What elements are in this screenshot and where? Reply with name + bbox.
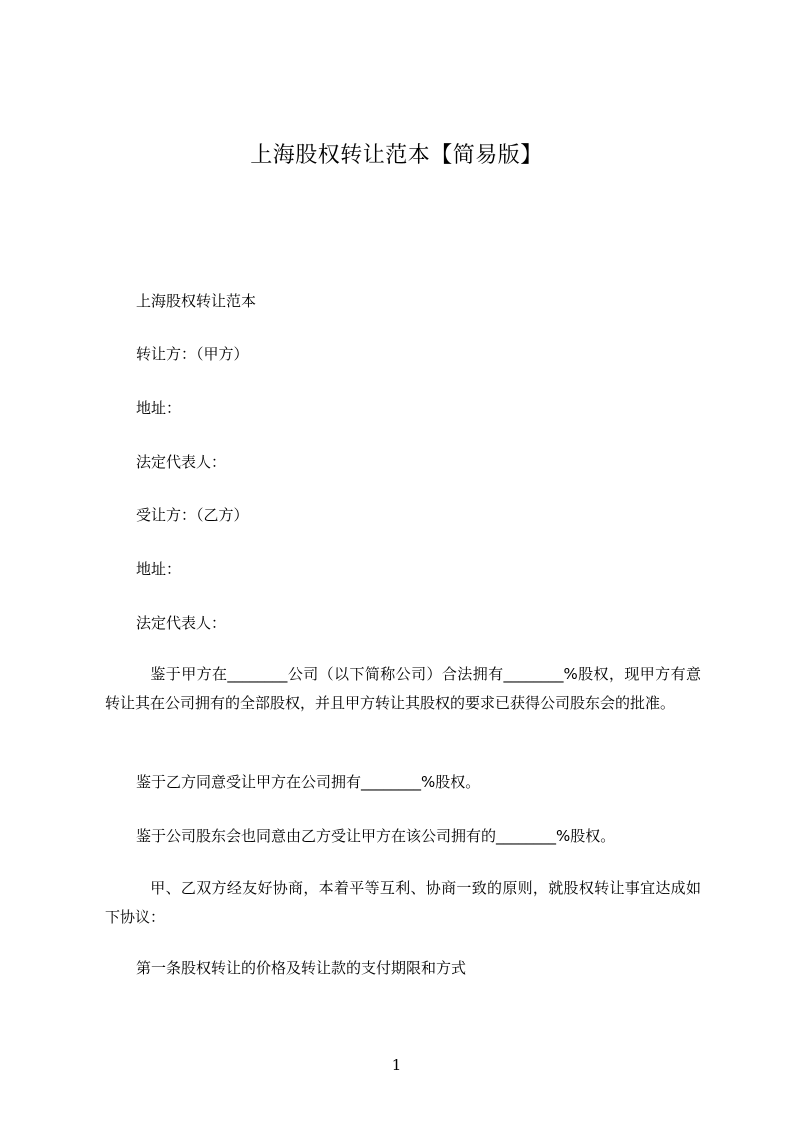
transferee-representative-label: 法定代表人： (136, 614, 227, 632)
recital-paragraph-2: 鉴于乙方同意受让甲方在公司拥有________%股权。 (136, 773, 481, 791)
transferee-label: 受让方：（乙方） (136, 506, 249, 524)
transferor-label: 转让方：（甲方） (136, 345, 249, 363)
document-subtitle: 上海股权转让范本 (136, 292, 257, 310)
document-title: 上海股权转让范本【简易版】 (250, 143, 543, 168)
recital-paragraph-1: 鉴于甲方在________公司（以下简称公司）合法拥有________%股权，现甲方有意转让其在公司拥有的全部股权，并且甲方转让其股权的要求已获得公司股东会的批准。 (105, 665, 701, 712)
recital-paragraph-4: 甲、乙双方经友好协商，本着平等互利、协商一致的原则，就股权转让事宜达成如下协议： (105, 879, 701, 926)
recital-paragraph-3: 鉴于公司股东会也同意由乙方受让甲方在该公司拥有的________%股权。 (136, 827, 616, 845)
transferee-address-label: 地址： (136, 560, 182, 578)
article-1-heading: 第一条股权转让的价格及转让款的支付期限和方式 (136, 959, 467, 977)
transferor-address-label: 地址： (136, 399, 182, 417)
page-number: 1 (391, 1056, 402, 1074)
transferor-representative-label: 法定代表人： (136, 453, 227, 471)
